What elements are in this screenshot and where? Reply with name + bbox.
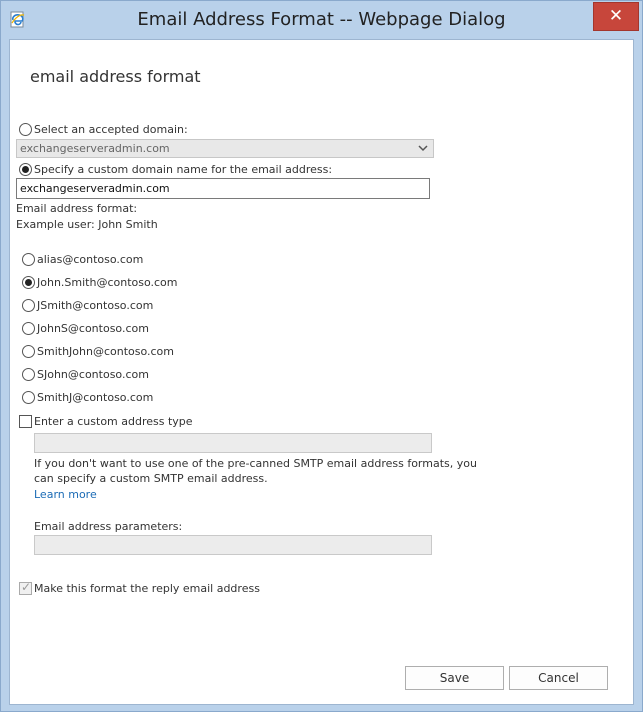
format-label-johns: JohnS@contoso.com [37,322,149,335]
params-input[interactable] [34,535,432,555]
custom-type-help-2: can specify a custom SMTP email address. [34,472,268,485]
format-radio-alias[interactable] [22,253,35,266]
format-label-sjohn: SJohn@contoso.com [37,368,149,381]
chevron-down-icon [418,140,428,157]
reply-format-checkbox[interactable] [19,582,32,595]
params-label: Email address parameters: [34,520,183,533]
window-title: Email Address Format -- Webpage Dialog [137,9,506,30]
format-label-john-smith: John.Smith@contoso.com [37,276,178,289]
save-button[interactable]: Save [405,666,504,690]
custom-type-input[interactable] [34,433,432,453]
format-label-smithjohn: SmithJohn@contoso.com [37,345,175,358]
custom-type-help-1: If you don't want to use one of the pre-canned SMTP email address formats, you [34,457,477,470]
accepted-domain-label: Select an accepted domain: [34,123,188,136]
custom-type-checkbox[interactable] [19,415,32,428]
format-radio-sjohn[interactable] [22,368,35,381]
custom-domain-radio[interactable] [19,163,32,176]
checkmark-icon: ✓ [21,580,32,594]
accepted-domain-value: exchangeserveradmin.com [20,142,170,155]
format-radio-smithj[interactable] [22,391,35,404]
format-label-alias: alias@contoso.com [37,253,144,266]
format-label-smithj: SmithJ@contoso.com [37,391,154,404]
close-button[interactable] [593,2,639,31]
format-radio-jsmith[interactable] [22,299,35,312]
example-user: Example user: John Smith [16,218,158,231]
title-bar [1,1,642,39]
cancel-button[interactable]: Cancel [509,666,608,690]
page-title: email address format [30,67,201,86]
dialog-content [9,39,634,705]
learn-more-link[interactable]: Learn more [34,488,97,501]
format-radio-john-smith[interactable] [22,276,35,289]
format-radio-smithjohn[interactable] [22,345,35,358]
close-icon: ✕ [608,6,624,26]
format-radio-johns[interactable] [22,322,35,335]
format-label-jsmith: JSmith@contoso.com [37,299,154,312]
custom-domain-input[interactable]: exchangeserveradmin.com [16,178,430,199]
format-label: Email address format: [16,202,138,215]
custom-type-label: Enter a custom address type [34,415,193,428]
custom-domain-label: Specify a custom domain name for the email address: [34,163,333,176]
reply-format-label: Make this format the reply email address [34,582,260,595]
accepted-domain-radio[interactable] [19,123,32,136]
accepted-domain-select[interactable] [16,139,434,158]
